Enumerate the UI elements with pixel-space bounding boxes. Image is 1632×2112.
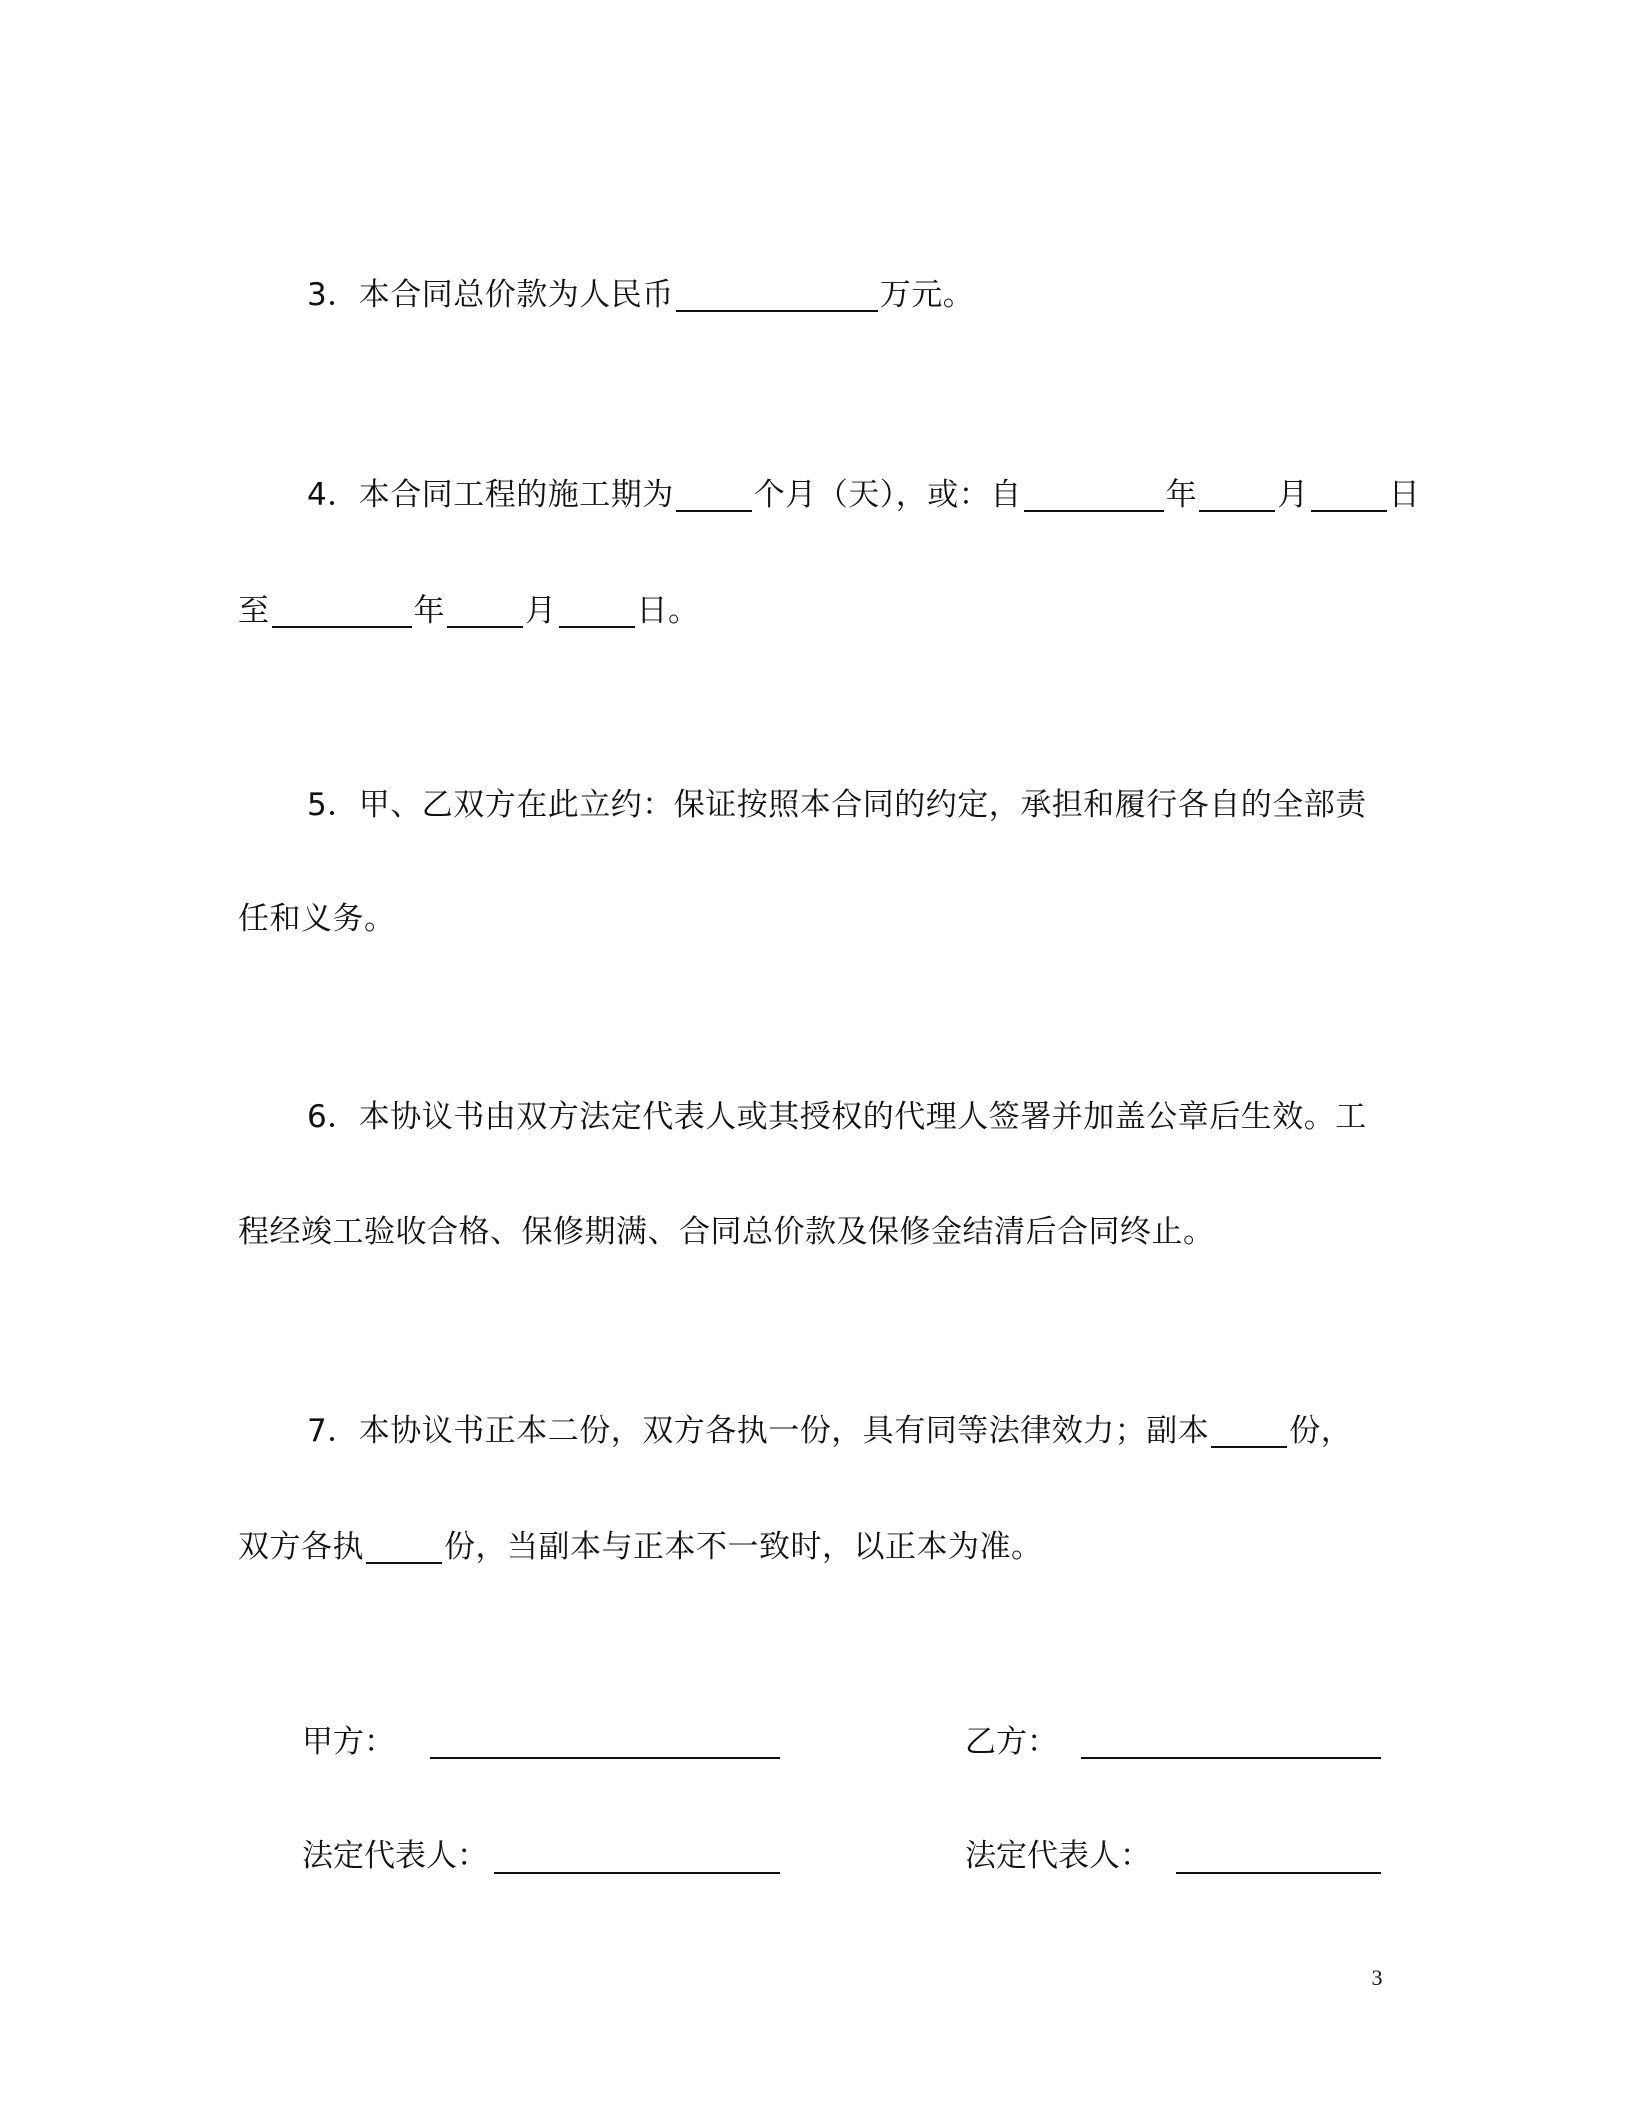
party-a-signature-line[interactable]: [430, 1757, 780, 1759]
clause-4-month-label: 月: [1277, 477, 1309, 513]
clause-5-line-1: 5．甲、乙双方在此立约：保证按照本合同的约定，承担和履行各自的全部责: [307, 787, 1367, 823]
clause-3-text: 3．本合同总价款为人民币: [307, 277, 674, 313]
party-b-rep-signature-line[interactable]: [1176, 1872, 1381, 1874]
clause-4-text-a: 4．本合同工程的施工期为: [307, 477, 674, 513]
clause-3: [307, 273, 974, 315]
duration-months-blank[interactable]: [676, 480, 752, 512]
clause-6-line-2: 程经竣工验收合格、保修期满、合同总价款及保修金结清后合同终止。: [238, 1214, 1215, 1250]
clause-7-line-1: [307, 1409, 1352, 1451]
start-year-blank[interactable]: [1024, 480, 1164, 512]
party-a-rep-label: 法定代表人：: [302, 1838, 488, 1874]
end-month-blank[interactable]: [447, 596, 523, 628]
clause-7-text-b: 份，: [1289, 1413, 1353, 1449]
copies-count-blank[interactable]: [1211, 1416, 1287, 1448]
clause-4-line-1: [307, 473, 1420, 515]
clause-7-text-c: 双方各执: [238, 1529, 364, 1565]
clause-6-line-1: 6．本协议书由双方法定代表人或其授权的代理人签署并加盖公章后生效。工: [307, 1099, 1367, 1135]
clause-4-year-label: 年: [1165, 477, 1198, 513]
end-day-blank[interactable]: [559, 596, 635, 628]
start-month-blank[interactable]: [1199, 480, 1275, 512]
party-b-signature-line[interactable]: [1081, 1757, 1381, 1759]
clause-4-day-label: 日: [1388, 477, 1421, 513]
clause-7-line-2: [238, 1525, 1043, 1567]
total-price-blank[interactable]: [676, 280, 878, 312]
clause-5-line-2: 任和义务。: [238, 901, 396, 937]
party-b-label: 乙方：: [965, 1724, 1058, 1760]
clause-4-end-month-label: 月: [525, 593, 557, 629]
party-a-rep-signature-line[interactable]: [494, 1872, 780, 1874]
clause-4-to-label: 至: [238, 593, 270, 629]
clause-3-unit: 万元。: [879, 277, 975, 313]
clause-4-line-2: [238, 589, 700, 631]
party-b-rep-label: 法定代表人：: [965, 1838, 1151, 1874]
clause-7-text-a: 7．本协议书正本二份，双方各执一份，具有同等法律效力；副本: [307, 1413, 1210, 1449]
end-year-blank[interactable]: [272, 596, 412, 628]
clause-4-end-day-label: 日。: [636, 593, 700, 629]
clause-7-text-d: 份，当副本与正本不一致时，以正本为准。: [444, 1529, 1043, 1565]
clause-4-text-b: 个月（天），或：自: [753, 477, 1022, 513]
party-a-label: 甲方：: [302, 1724, 395, 1760]
start-day-blank[interactable]: [1311, 480, 1387, 512]
page-number: 3: [1371, 1965, 1383, 1990]
copies-each-blank[interactable]: [366, 1532, 442, 1564]
clause-4-end-year-label: 年: [413, 593, 445, 629]
